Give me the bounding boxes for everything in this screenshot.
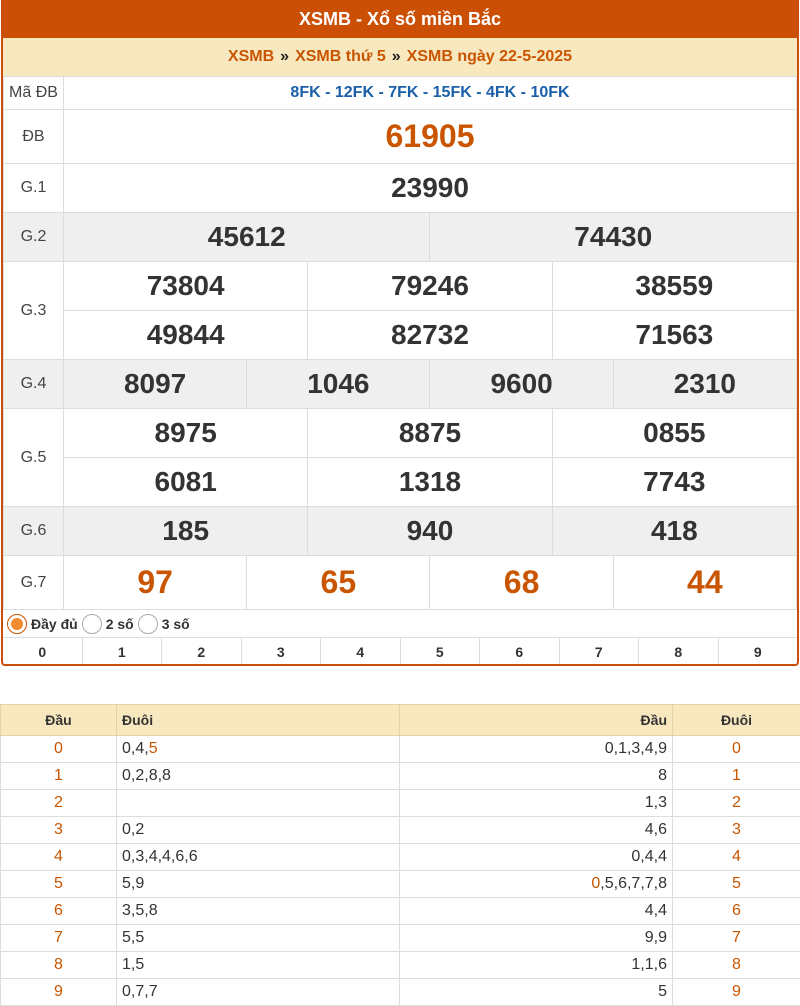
loto-duoi-plain: 0,7,7	[122, 983, 158, 1000]
g4-number: 2310	[613, 360, 796, 409]
loto-table	[0, 704, 800, 1006]
g6-number: 940	[308, 507, 552, 556]
loto-dau-digit: 5	[1, 871, 117, 898]
digit-filter-button[interactable]: 1	[83, 638, 163, 665]
g5-number: 1318	[308, 458, 552, 507]
loto-dau-plain: 1,3	[644, 794, 667, 811]
g2-number: 74430	[430, 213, 797, 262]
madb-label: Mã ĐB	[4, 77, 64, 110]
g5-number: 0855	[552, 409, 796, 458]
loto-dau-values	[400, 790, 673, 817]
loto-dau-digit: 0	[1, 736, 117, 763]
loto-header-dau: Đầu	[1, 705, 117, 736]
g7-number: 68	[430, 556, 613, 610]
loto-duoi-digit: 1	[673, 763, 800, 790]
digit-filter-button[interactable]: 6	[480, 638, 560, 665]
loto-duoi-plain: 0,2,8,8	[122, 767, 171, 784]
loto-row	[1, 817, 800, 844]
loto-dau-plain: 0,1,3,4,9	[604, 740, 667, 757]
display-options	[3, 610, 797, 638]
option-two-digits-label: 2 số	[105, 615, 134, 632]
loto-duoi-values	[117, 817, 400, 844]
loto-duoi-digit: 2	[673, 790, 800, 817]
g5-number: 8975	[64, 409, 308, 458]
loto-dau-plain: 8	[658, 767, 667, 784]
loto-dau-values	[400, 898, 673, 925]
digit-filter-button[interactable]: 8	[639, 638, 719, 665]
option-two-digits[interactable]	[82, 614, 134, 634]
g6-number: 418	[552, 507, 796, 556]
g6-number: 185	[64, 507, 308, 556]
g5-number: 8875	[308, 409, 552, 458]
loto-header-duoi: Đuôi	[117, 705, 400, 736]
loto-dau-digit: 7	[1, 925, 117, 952]
loto-duoi-plain: 1,5	[122, 956, 145, 973]
digit-filter-button[interactable]: 2	[162, 638, 242, 665]
loto-dau-plain: 1,1,6	[631, 956, 667, 973]
digit-filter-button[interactable]: 9	[753, 643, 762, 660]
option-three-digits-label: 3 số	[161, 615, 190, 632]
results-header	[3, 0, 797, 38]
option-full[interactable]	[7, 614, 78, 634]
loto-dau-digit: 4	[1, 844, 117, 871]
loto-duoi-values	[117, 925, 400, 952]
results-title: XSMB - Xổ số miền Bắc	[298, 8, 502, 29]
g1-number: 23990	[64, 164, 797, 213]
loto-duoi-values	[117, 736, 400, 763]
g3-number: 38559	[552, 262, 796, 311]
digit-filter-bar	[3, 638, 797, 665]
digit-filter-button[interactable]: 3	[242, 638, 322, 665]
loto-duoi-values	[117, 898, 400, 925]
loto-dau-plain: 4,6	[644, 821, 667, 838]
g2-label: G.2	[4, 213, 64, 262]
loto-dau-digit: 6	[1, 898, 117, 925]
loto-dau-plain: 9,9	[644, 929, 667, 946]
loto-duoi-digit: 5	[673, 871, 800, 898]
loto-duoi-values	[117, 763, 400, 790]
loto-dau-values	[400, 844, 673, 871]
radio-full[interactable]	[7, 614, 27, 634]
g4-number: 8097	[64, 360, 247, 409]
loto-duoi-digit: 8	[673, 952, 800, 979]
option-three-digits[interactable]	[138, 614, 190, 634]
g3-number: 49844	[64, 311, 308, 360]
loto-row	[1, 925, 800, 952]
digit-filter-button[interactable]: 0	[3, 638, 83, 665]
g3-label: G.3	[4, 262, 64, 360]
breadcrumb	[3, 38, 797, 76]
loto-dau-values	[400, 952, 673, 979]
option-full-label: Đầy đủ	[31, 615, 78, 632]
loto-duoi-plain: 3,5,8	[122, 902, 158, 919]
loto-duoi-plain: 5,9	[122, 875, 145, 892]
loto-duoi-special: 5	[148, 740, 158, 757]
loto-dau-digit: 8	[1, 952, 117, 979]
special-prize-number: 61905	[64, 110, 797, 164]
loto-duoi-plain: 5,5	[122, 929, 145, 946]
loto-dau-values	[400, 979, 673, 1006]
loto-dau-plain: 5	[658, 983, 667, 1000]
loto-duoi-digit: 3	[673, 817, 800, 844]
loto-duoi-plain: 0,3,4,4,6,6	[122, 848, 198, 865]
loto-row	[1, 952, 800, 979]
loto-header-duoi: Đuôi	[673, 705, 800, 736]
loto-dau-digit: 3	[1, 817, 117, 844]
breadcrumb-date-link[interactable]: XSMB ngày 22-5-2025	[406, 48, 573, 65]
loto-dau-values	[400, 925, 673, 952]
breadcrumb-xsmb-link[interactable]: XSMB	[227, 48, 275, 65]
g5-number: 6081	[64, 458, 308, 507]
digit-filter-button[interactable]: 4	[321, 638, 401, 665]
loto-dau-values	[400, 763, 673, 790]
db-label: ĐB	[4, 110, 64, 164]
loto-duoi-values	[117, 952, 400, 979]
g5-number: 7743	[552, 458, 796, 507]
loto-row	[1, 871, 800, 898]
madb-codes: 8FK - 12FK - 7FK - 15FK - 4FK - 10FK	[64, 77, 797, 110]
loto-dau-digit: 2	[1, 790, 117, 817]
loto-duoi-plain: 0,2	[122, 821, 145, 838]
loto-dau-plain: ,5,6,7,7,8	[600, 875, 667, 892]
digit-filter-button[interactable]: 5	[401, 638, 481, 665]
loto-dau-values	[400, 871, 673, 898]
loto-dau-digit: 1	[1, 763, 117, 790]
digit-filter-button[interactable]: 7	[560, 638, 640, 665]
loto-row	[1, 736, 800, 763]
g4-number: 9600	[430, 360, 613, 409]
g1-label: G.1	[4, 164, 64, 213]
radio-two-digits[interactable]	[82, 614, 102, 634]
loto-row	[1, 898, 800, 925]
loto-header-dau: Đầu	[400, 705, 673, 736]
loto-row	[1, 790, 800, 817]
g4-label: G.4	[4, 360, 64, 409]
loto-row	[1, 763, 800, 790]
g3-number: 82732	[308, 311, 552, 360]
loto-dau-values	[400, 736, 673, 763]
g3-number: 73804	[64, 262, 308, 311]
g7-number: 44	[613, 556, 796, 610]
breadcrumb-thu5-link[interactable]: XSMB thứ 5	[295, 48, 386, 65]
loto-dau-values	[400, 817, 673, 844]
results-card	[1, 0, 799, 666]
g6-label: G.6	[4, 507, 64, 556]
loto-duoi-digit: 6	[673, 898, 800, 925]
loto-row	[1, 979, 800, 1006]
loto-dau-special: 0	[591, 875, 601, 892]
loto-duoi-values	[117, 844, 400, 871]
g3-number: 71563	[552, 311, 796, 360]
loto-duoi-digit: 7	[673, 925, 800, 952]
results-table	[3, 76, 797, 610]
loto-duoi-values	[117, 790, 400, 817]
loto-row	[1, 844, 800, 871]
loto-duoi-digit: 0	[673, 736, 800, 763]
g3-number: 79246	[308, 262, 552, 311]
loto-duoi-values	[117, 979, 400, 1006]
loto-duoi-values	[117, 871, 400, 898]
loto-header-row	[1, 705, 800, 736]
breadcrumb-separator: »	[280, 48, 290, 65]
loto-duoi-digit: 9	[673, 979, 800, 1006]
g2-number: 45612	[64, 213, 430, 262]
radio-three-digits[interactable]	[138, 614, 158, 634]
g7-number: 97	[64, 556, 247, 610]
g4-number: 1046	[247, 360, 430, 409]
loto-duoi-plain: 0,4,	[122, 740, 149, 757]
loto-duoi-digit: 4	[673, 844, 800, 871]
g5-label: G.5	[4, 409, 64, 507]
loto-dau-plain: 4,4	[644, 902, 667, 919]
g7-label: G.7	[4, 556, 64, 610]
g7-number: 65	[247, 556, 430, 610]
loto-dau-plain: 0,4,4	[631, 848, 667, 865]
breadcrumb-separator: »	[391, 48, 401, 65]
loto-dau-digit: 9	[1, 979, 117, 1006]
